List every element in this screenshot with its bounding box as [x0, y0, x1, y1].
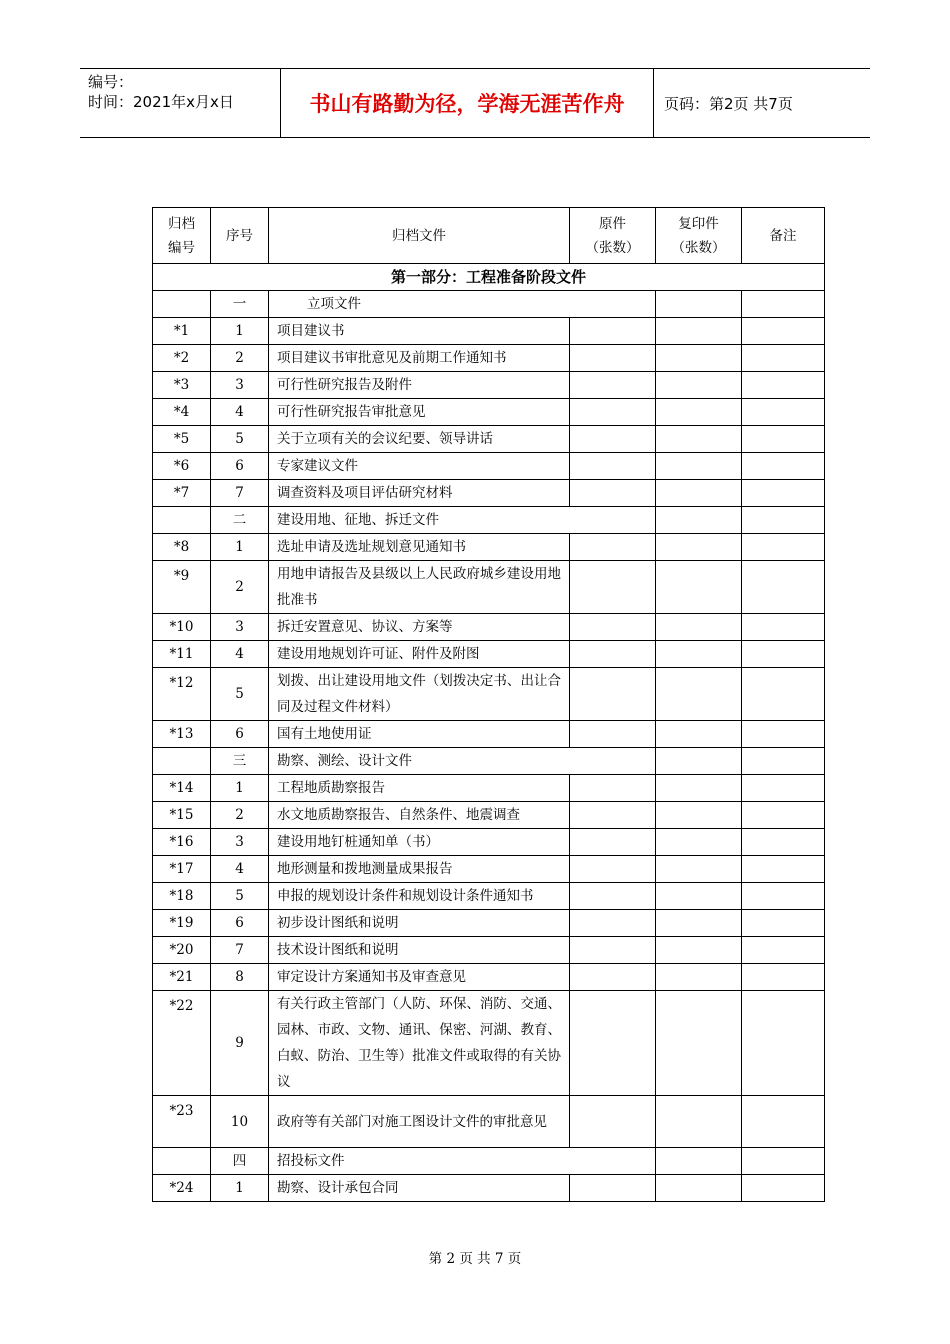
- remark-cell: [742, 345, 825, 372]
- row-seq: 2: [211, 561, 269, 614]
- copy-count: [656, 561, 742, 614]
- table-row: [153, 453, 825, 480]
- row-seq: 1: [211, 534, 269, 561]
- row-seq: 1: [211, 318, 269, 345]
- archive-no-cell: [153, 748, 211, 775]
- page-info: 页码：第2页 共7页: [664, 94, 793, 113]
- category-title: 招投标文件: [269, 1148, 656, 1175]
- row-seq: 2: [211, 345, 269, 372]
- table-row: [153, 883, 825, 910]
- copy-count: [656, 856, 742, 883]
- number-label: 编号：: [88, 73, 134, 91]
- category-row: [153, 291, 825, 318]
- original-count: [570, 964, 656, 991]
- doc-title: 初步设计图纸和说明: [269, 910, 570, 937]
- category-row: [153, 748, 825, 775]
- row-seq: 9: [211, 991, 269, 1096]
- archive-no: *21: [153, 964, 211, 991]
- doc-title: 项目建议书审批意见及前期工作通知书: [269, 345, 570, 372]
- doc-title: 划拨、出让建设用地文件（划拨决定书、出让合同及过程文件材料）: [269, 668, 570, 721]
- original-count: [570, 534, 656, 561]
- remark-cell: [742, 964, 825, 991]
- table-row: [153, 480, 825, 507]
- archive-no: *6: [153, 453, 211, 480]
- remark-cell: [742, 910, 825, 937]
- table-header-row: [153, 208, 825, 264]
- table-row: [153, 345, 825, 372]
- original-count: [570, 668, 656, 721]
- archive-no: *7: [153, 480, 211, 507]
- original-count: [570, 1175, 656, 1202]
- original-count: [570, 318, 656, 345]
- table-row: [153, 775, 825, 802]
- doc-title: 工程地质勘察报告: [269, 775, 570, 802]
- table-row: [153, 991, 825, 1096]
- row-seq: 3: [211, 372, 269, 399]
- row-seq: 6: [211, 910, 269, 937]
- archive-no: *16: [153, 829, 211, 856]
- row-seq: 2: [211, 802, 269, 829]
- page-header: [80, 68, 870, 138]
- archive-no: *9: [153, 561, 211, 614]
- copy-count: [656, 775, 742, 802]
- original-count: [570, 910, 656, 937]
- archive-no: *20: [153, 937, 211, 964]
- copy-count: [656, 399, 742, 426]
- row-seq: 3: [211, 614, 269, 641]
- original-count: [570, 480, 656, 507]
- copy-count: [656, 318, 742, 345]
- copy-count: [656, 372, 742, 399]
- archive-no: *5: [153, 426, 211, 453]
- row-seq: 4: [211, 399, 269, 426]
- archive-no: *12: [153, 668, 211, 721]
- remark-cell: [742, 1096, 825, 1148]
- table-row: [153, 910, 825, 937]
- archive-no: *8: [153, 534, 211, 561]
- remark-cell: [742, 641, 825, 668]
- category-seq: 二: [211, 507, 269, 534]
- remark-cell: [742, 748, 825, 775]
- copy-count: [656, 426, 742, 453]
- col-header-copy: 复印件 （张数）: [656, 208, 742, 264]
- copy-count: [656, 910, 742, 937]
- archive-no: *24: [153, 1175, 211, 1202]
- original-count: [570, 883, 656, 910]
- original-count: [570, 345, 656, 372]
- remark-cell: [742, 507, 825, 534]
- row-seq: 7: [211, 937, 269, 964]
- remark-cell: [742, 856, 825, 883]
- table-row: [153, 668, 825, 721]
- archive-no: *3: [153, 372, 211, 399]
- table-row: [153, 856, 825, 883]
- copy-count: [656, 345, 742, 372]
- remark-cell: [742, 561, 825, 614]
- row-seq: 4: [211, 641, 269, 668]
- remark-cell: [742, 426, 825, 453]
- doc-title: 政府等有关部门对施工图设计文件的审批意见: [269, 1096, 570, 1148]
- archive-no-cell: [153, 1148, 211, 1175]
- section-title: 第一部分：工程准备阶段文件: [153, 264, 825, 291]
- copy-count: [656, 721, 742, 748]
- doc-title: 水文地质勘察报告、自然条件、地震调查: [269, 802, 570, 829]
- archive-no: *10: [153, 614, 211, 641]
- row-seq: 8: [211, 964, 269, 991]
- category-seq: 四: [211, 1148, 269, 1175]
- copy-count: [656, 1175, 742, 1202]
- category-seq: 一: [211, 291, 269, 318]
- remark-cell: [742, 1148, 825, 1175]
- copy-count: [656, 453, 742, 480]
- doc-title: 建设用地规划许可证、附件及附图: [269, 641, 570, 668]
- row-seq: 10: [211, 1096, 269, 1148]
- archive-no-cell: [153, 291, 211, 318]
- doc-title: 地形测量和拨地测量成果报告: [269, 856, 570, 883]
- archive-no: *17: [153, 856, 211, 883]
- doc-title: 有关行政主管部门（人防、环保、消防、交通、园林、市政、文物、通讯、保密、河湖、教育、白蚁、防治、卫生等）批准文件或取得的有关协议: [269, 991, 570, 1096]
- category-row: [153, 1148, 825, 1175]
- remark-cell: [742, 883, 825, 910]
- copy-count: [656, 829, 742, 856]
- copy-cell: [656, 748, 742, 775]
- col-header-seq: 序号: [211, 208, 269, 264]
- remark-cell: [742, 453, 825, 480]
- copy-count: [656, 1096, 742, 1148]
- archive-table: [152, 207, 825, 1202]
- table-row: [153, 426, 825, 453]
- row-seq: 5: [211, 426, 269, 453]
- doc-title: 拆迁安置意见、协议、方案等: [269, 614, 570, 641]
- table-row: [153, 721, 825, 748]
- original-count: [570, 1096, 656, 1148]
- doc-title: 选址申请及选址规划意见通知书: [269, 534, 570, 561]
- copy-cell: [656, 291, 742, 318]
- doc-title: 建设用地钉桩通知单（书）: [269, 829, 570, 856]
- remark-cell: [742, 937, 825, 964]
- row-seq: 5: [211, 668, 269, 721]
- doc-title: 技术设计图纸和说明: [269, 937, 570, 964]
- copy-count: [656, 534, 742, 561]
- table-row: [153, 561, 825, 614]
- copy-count: [656, 991, 742, 1096]
- header-meta: [80, 69, 281, 137]
- copy-cell: [656, 1148, 742, 1175]
- doc-title: 关于立项有关的会议纪要、领导讲话: [269, 426, 570, 453]
- remark-cell: [742, 1175, 825, 1202]
- archive-no: *2: [153, 345, 211, 372]
- table-row: [153, 829, 825, 856]
- col-header-doc: 归档文件: [269, 208, 570, 264]
- copy-count: [656, 802, 742, 829]
- original-count: [570, 453, 656, 480]
- original-count: [570, 802, 656, 829]
- doc-title: 用地申请报告及县级以上人民政府城乡建设用地批准书: [269, 561, 570, 614]
- category-title: 勘察、测绘、设计文件: [269, 748, 656, 775]
- original-count: [570, 721, 656, 748]
- doc-title: 可行性研究报告及附件: [269, 372, 570, 399]
- section-row: [153, 264, 825, 291]
- original-count: [570, 775, 656, 802]
- table-row: [153, 372, 825, 399]
- original-count: [570, 372, 656, 399]
- row-seq: 5: [211, 883, 269, 910]
- remark-cell: [742, 480, 825, 507]
- remark-cell: [742, 534, 825, 561]
- row-seq: 4: [211, 856, 269, 883]
- original-count: [570, 426, 656, 453]
- doc-title: 专家建议文件: [269, 453, 570, 480]
- archive-no: *23: [153, 1096, 211, 1148]
- archive-no: *11: [153, 641, 211, 668]
- original-count: [570, 991, 656, 1096]
- row-seq: 6: [211, 721, 269, 748]
- archive-no-cell: [153, 507, 211, 534]
- archive-no: *13: [153, 721, 211, 748]
- table-row: [153, 318, 825, 345]
- copy-count: [656, 641, 742, 668]
- archive-no: *15: [153, 802, 211, 829]
- archive-no: *1: [153, 318, 211, 345]
- category-title: 立项文件: [269, 291, 656, 318]
- doc-title: 调查资料及项目评估研究材料: [269, 480, 570, 507]
- copy-count: [656, 937, 742, 964]
- table-row: [153, 964, 825, 991]
- col-header-original: 原件 （张数）: [570, 208, 656, 264]
- original-count: [570, 829, 656, 856]
- remark-cell: [742, 318, 825, 345]
- doc-title: 审定设计方案通知书及审查意见: [269, 964, 570, 991]
- row-seq: 1: [211, 1175, 269, 1202]
- copy-count: [656, 480, 742, 507]
- row-seq: 1: [211, 775, 269, 802]
- category-row: [153, 507, 825, 534]
- time-label: 时间：2021年x月x日: [88, 93, 234, 111]
- row-seq: 7: [211, 480, 269, 507]
- doc-title: 申报的规划设计条件和规划设计条件通知书: [269, 883, 570, 910]
- original-count: [570, 561, 656, 614]
- remark-cell: [742, 775, 825, 802]
- row-seq: 3: [211, 829, 269, 856]
- archive-no: *14: [153, 775, 211, 802]
- motto: 书山有路勤为径，学海无涯苦作舟: [281, 69, 654, 137]
- copy-cell: [656, 507, 742, 534]
- remark-cell: [742, 829, 825, 856]
- original-count: [570, 399, 656, 426]
- table-row: [153, 614, 825, 641]
- table-row: [153, 534, 825, 561]
- col-header-archive-no: 归档 编号: [153, 208, 211, 264]
- copy-count: [656, 614, 742, 641]
- table-row: [153, 802, 825, 829]
- copy-count: [656, 883, 742, 910]
- original-count: [570, 641, 656, 668]
- doc-title: 国有土地使用证: [269, 721, 570, 748]
- table-row: [153, 641, 825, 668]
- remark-cell: [742, 291, 825, 318]
- remark-cell: [742, 399, 825, 426]
- archive-no: *19: [153, 910, 211, 937]
- table-row: [153, 1175, 825, 1202]
- row-seq: 6: [211, 453, 269, 480]
- category-title: 建设用地、征地、拆迁文件: [269, 507, 656, 534]
- doc-title: 可行性研究报告审批意见: [269, 399, 570, 426]
- original-count: [570, 937, 656, 964]
- remark-cell: [742, 668, 825, 721]
- remark-cell: [742, 991, 825, 1096]
- original-count: [570, 856, 656, 883]
- remark-cell: [742, 372, 825, 399]
- col-header-remark: 备注: [742, 208, 825, 264]
- archive-no: *18: [153, 883, 211, 910]
- table-row: [153, 1096, 825, 1148]
- archive-no: *22: [153, 991, 211, 1096]
- archive-no: *4: [153, 399, 211, 426]
- doc-title: 项目建议书: [269, 318, 570, 345]
- remark-cell: [742, 802, 825, 829]
- table-row: [153, 937, 825, 964]
- remark-cell: [742, 721, 825, 748]
- remark-cell: [742, 614, 825, 641]
- category-seq: 三: [211, 748, 269, 775]
- copy-count: [656, 964, 742, 991]
- page-footer: 第 2 页 共 7 页: [428, 1251, 522, 1267]
- doc-title: 勘察、设计承包合同: [269, 1175, 570, 1202]
- copy-count: [656, 668, 742, 721]
- original-count: [570, 614, 656, 641]
- table-row: [153, 399, 825, 426]
